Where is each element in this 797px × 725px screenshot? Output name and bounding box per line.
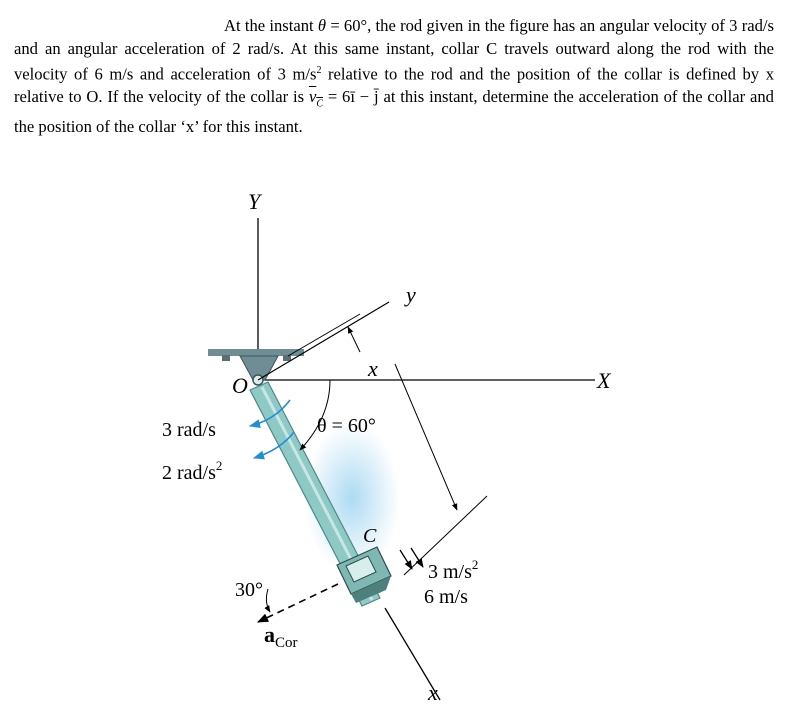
label-alpha-sup: 2 [215,458,223,473]
label-Y: Y [248,189,261,214]
label-omega: 3 rad/s [162,419,216,441]
label-x-lower: x [428,680,438,705]
label-C: C [363,525,377,547]
vc-value: 6ī − j̄ [342,87,379,107]
support-bolt-right [283,355,291,361]
label-alpha-value: 2 rad/s [162,462,216,484]
label-a-cor-sub: Cor [275,635,298,651]
label-accel-rel [428,557,478,583]
label-theta: θ = 60° [317,415,376,437]
problem-text-2: relative to the rod and the position of the collar is defined by x relative to O. If the velocity of the collar is [14,64,774,107]
problem-angle: = 60° [330,16,368,35]
problem-text-1: , the rod given in the figure has an angular velocity of 3 rad/s and an angular acceleration of 2 rad/s. At this same instant, collar C travels outward along the rod with the velocity of 6 m/s and acceleration of 3 m/s [14,16,774,84]
problem-text-3: at this instant, determine the acceleration of the collar and the position of the collar ‘x’ for this instant. [14,87,774,137]
label-a-cor-main: a [264,622,275,647]
label-x-upper: x [368,356,378,381]
label-accel-rel-value: 3 m/s [428,561,472,583]
label-accel-rel-sup: 2 [471,557,479,572]
dim-arrow-bottom [395,364,457,510]
vc-sub: C [316,98,323,110]
dim-arrow-top [348,327,360,352]
dim-ext-top [288,314,360,356]
theta-symbol: θ [317,16,327,35]
label-O: O [232,373,248,398]
a-cor-arrow [258,584,338,622]
label-y-rotated: y [406,282,416,307]
label-alpha [162,458,222,484]
vc-symbol: v [308,87,317,107]
rel-vel-arrow [411,548,423,567]
rel-accel-arrow [400,550,412,569]
angle-30-arc [266,589,270,612]
problem-sup-2: 2 [316,65,322,77]
label-vel-rel: 6 m/s [424,586,468,608]
problem-lead: At the instant [224,16,314,35]
label-a-cor [264,622,298,651]
problem-equals: = [322,87,343,107]
label-X: X [597,368,611,393]
label-30deg: 30° [235,579,263,601]
support-bolt-left [222,355,230,361]
